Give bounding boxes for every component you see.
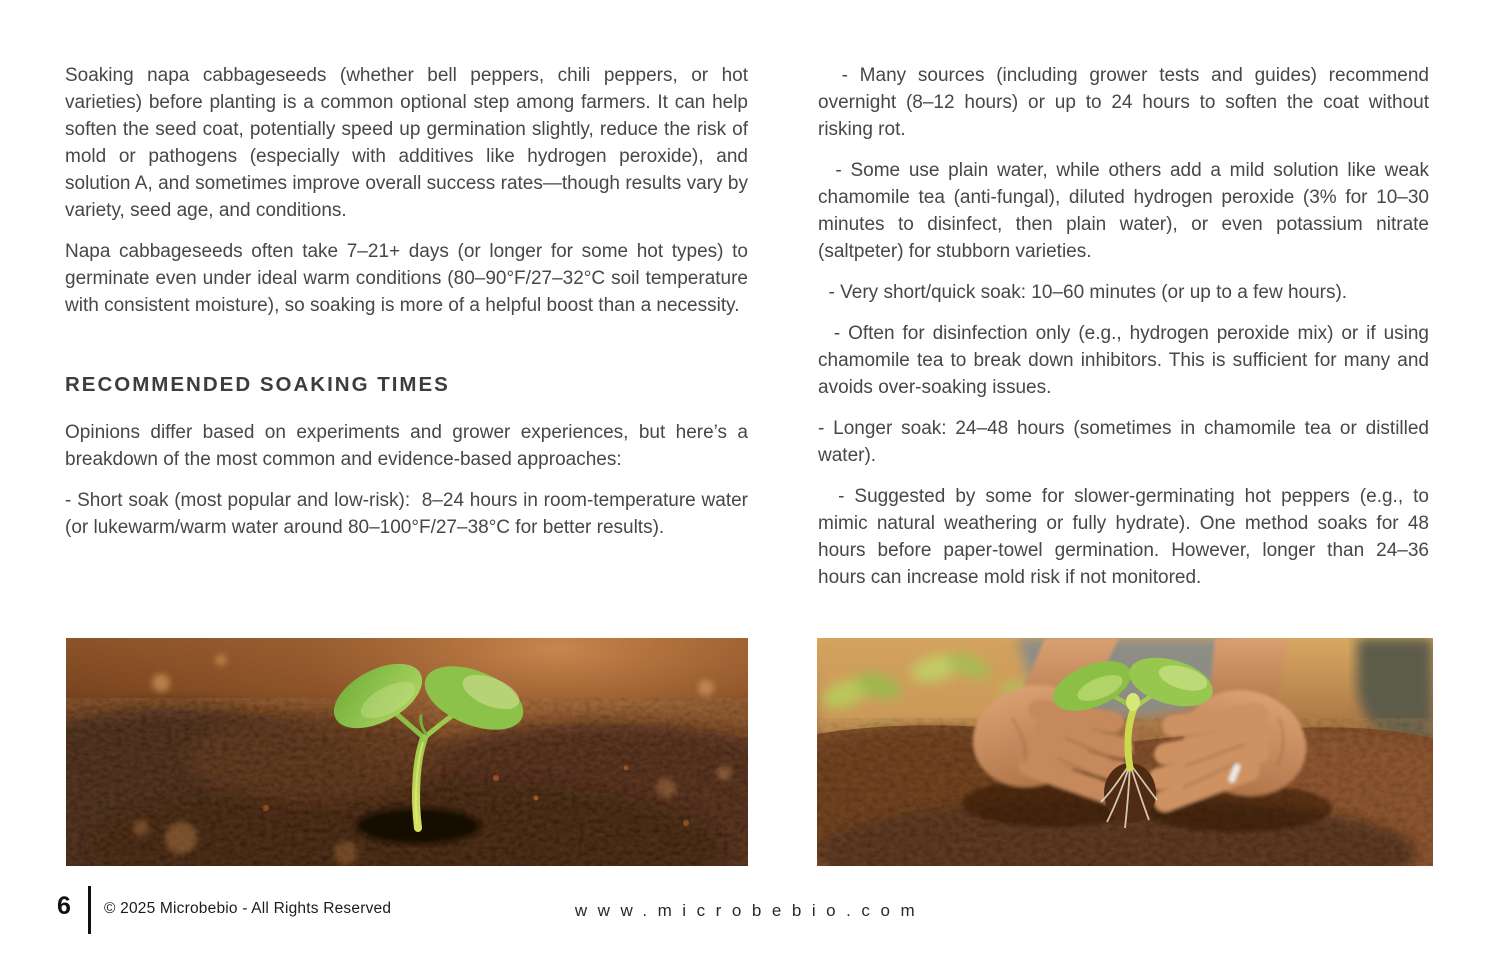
- paragraph-soaking-intro: Soaking napa cabbageseeds (whether bell peppers, chili peppers, or hot varieties) before planting is a common optional step among farmers. It can help soften the seed coat, potentially speed up germination slightly, reduce the risk of mold or pathogens (especially with additives like hydrogen peroxide), and solution A, and sometimes improve overall success rates—though results vary by variety, seed age, and conditions.: [65, 65, 748, 221]
- paragraph-slower-germinating: - Suggested by some for slower-germinating hot peppers (e.g., to mimic natural weathering or fully hydrate). One method soaks for 48 hours before paper-towel germination. However, longer than 24–36 hours can increase mold risk if not monitored.: [818, 486, 1429, 588]
- section-heading-soaking-times: RECOMMENDED SOAKING TIMES: [65, 373, 450, 396]
- photo-seedling-in-soil: [66, 638, 748, 866]
- paragraph-quick-soak: - Very short/quick soak: 10–60 minutes (or up to a few hours).: [818, 282, 1348, 303]
- paragraph-longer-soak: - Longer soak: 24–48 hours (sometimes in chamomile tea or distilled water).: [818, 418, 1429, 466]
- website-url: www.microbebio.com: [574, 901, 926, 920]
- seedling-photo-illustration: [66, 638, 748, 866]
- paragraph-short-soak: - Short soak (most popular and low-risk): 8–24 hours in room-temperature water (or lukewarm/warm water around 80–100°F/27–38°C for better results).: [65, 490, 748, 538]
- paragraph-disinfection: - Often for disinfection only (e.g., hydrogen peroxide mix) or if using chamomile tea to break down inhibitors. This is sufficient for many and avoids over-soaking issues.: [818, 323, 1429, 398]
- paragraph-germination-time: Napa cabbageseeds often take 7–21+ days (or longer for some hot types) to germinate even under ideal warm conditions (80–90°F/27–32°C soil temperature with consistent moisture), so soaking is more of a helpful boost than a necessity.: [65, 241, 748, 316]
- paragraph-opinions: Opinions differ based on experiments and grower experiences, but here’s a breakdown of the most common and evidence-based approaches:: [65, 422, 748, 470]
- paragraph-plain-water: - Some use plain water, while others add a mild solution like weak chamomile tea (anti-fungal), diluted hydrogen peroxide (3% for 10–30 minutes to disinfect, then plain water), or even potassium nitrate (saltpeter) for stubborn varieties.: [818, 160, 1429, 262]
- page-number: 6: [57, 892, 71, 920]
- right-column: [818, 62, 1429, 605]
- left-column: [65, 62, 748, 555]
- copyright-notice: © 2025 Microbebio - All Rights Reserved: [104, 900, 392, 917]
- paragraph-many-sources: - Many sources (including grower tests and guides) recommend overnight (8–12 hours) or up to 24 hours to soften the coat without risking rot.: [818, 65, 1429, 140]
- hands-planting-illustration: [817, 638, 1433, 866]
- photo-hands-planting-seedling: [817, 638, 1433, 866]
- page-footer: [0, 880, 1500, 940]
